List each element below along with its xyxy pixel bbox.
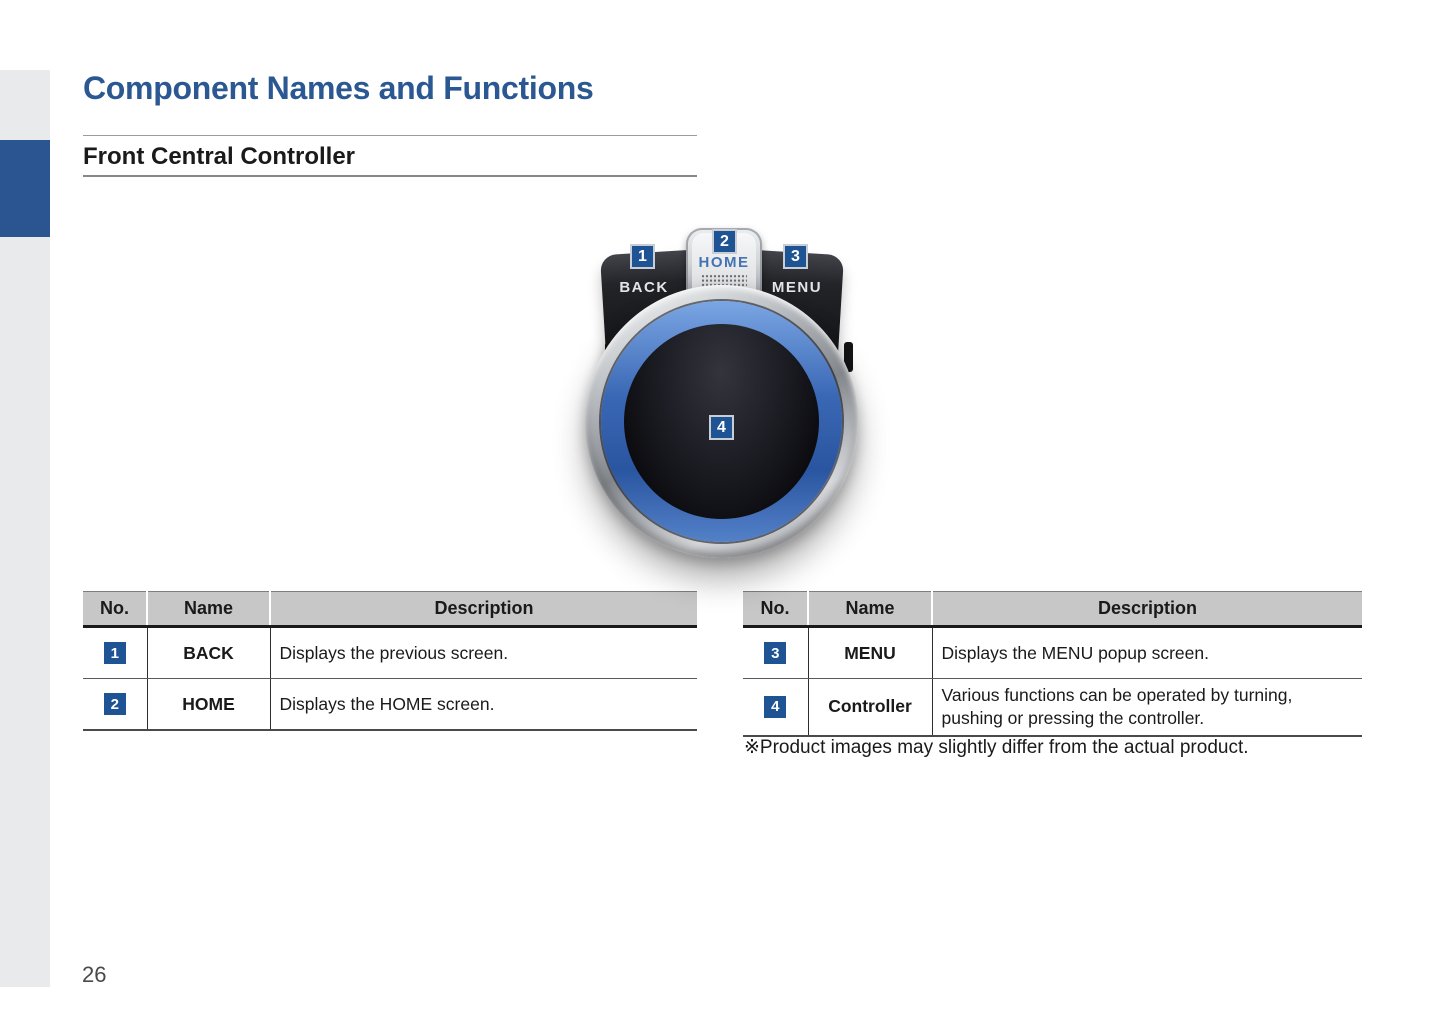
cell-description: Displays the MENU popup screen. bbox=[932, 627, 1362, 679]
cell-no bbox=[743, 627, 808, 679]
component-table-right bbox=[743, 591, 1362, 737]
section-heading: Front Central Controller bbox=[83, 143, 356, 170]
col-header-no: No. bbox=[83, 592, 147, 627]
col-header-name: Name bbox=[808, 592, 932, 627]
number-badge: 1 bbox=[104, 642, 126, 664]
home-key-label: HOME bbox=[698, 254, 750, 271]
section-heading-block bbox=[83, 135, 697, 177]
cell-name: HOME bbox=[147, 679, 270, 731]
cell-name: MENU bbox=[808, 627, 932, 679]
col-header-no: No. bbox=[743, 592, 808, 627]
callout-badge-1: 1 bbox=[630, 244, 655, 269]
table-row bbox=[83, 679, 697, 731]
number-badge: 2 bbox=[104, 693, 126, 715]
callout-badge-2: 2 bbox=[712, 229, 737, 254]
col-header-name: Name bbox=[147, 592, 270, 627]
component-table-left bbox=[83, 591, 697, 731]
number-badge: 3 bbox=[764, 642, 786, 664]
controller-photo bbox=[580, 218, 865, 570]
sidebar-chapter-tab bbox=[0, 140, 50, 237]
page-number: 26 bbox=[82, 962, 107, 987]
table-header-row bbox=[743, 592, 1362, 627]
col-header-description: Description bbox=[932, 592, 1362, 627]
cell-name: Controller bbox=[808, 679, 932, 736]
col-header-description: Description bbox=[270, 592, 697, 627]
callout-badge-4: 4 bbox=[709, 415, 734, 440]
product-image-disclaimer: ※Product images may slightly differ from the actual product. bbox=[744, 737, 1249, 758]
table-row bbox=[83, 627, 697, 679]
table-row bbox=[743, 679, 1362, 736]
cell-description: Displays the previous screen. bbox=[270, 627, 697, 679]
menu-key-label: MENU bbox=[771, 279, 823, 296]
callout-badge-3: 3 bbox=[783, 244, 808, 269]
cell-description: Various functions can be operated by turning, pushing or pressing the controller. bbox=[932, 679, 1362, 736]
table-header-row bbox=[83, 592, 697, 627]
cell-no bbox=[83, 627, 147, 679]
page-title: Component Names and Functions bbox=[83, 70, 594, 106]
back-key-label: BACK bbox=[619, 279, 669, 296]
table-row bbox=[743, 627, 1362, 679]
number-badge: 4 bbox=[764, 696, 786, 718]
cell-no bbox=[83, 679, 147, 731]
cell-no bbox=[743, 679, 808, 736]
cell-description: Displays the HOME screen. bbox=[270, 679, 697, 731]
cell-name: BACK bbox=[147, 627, 270, 679]
